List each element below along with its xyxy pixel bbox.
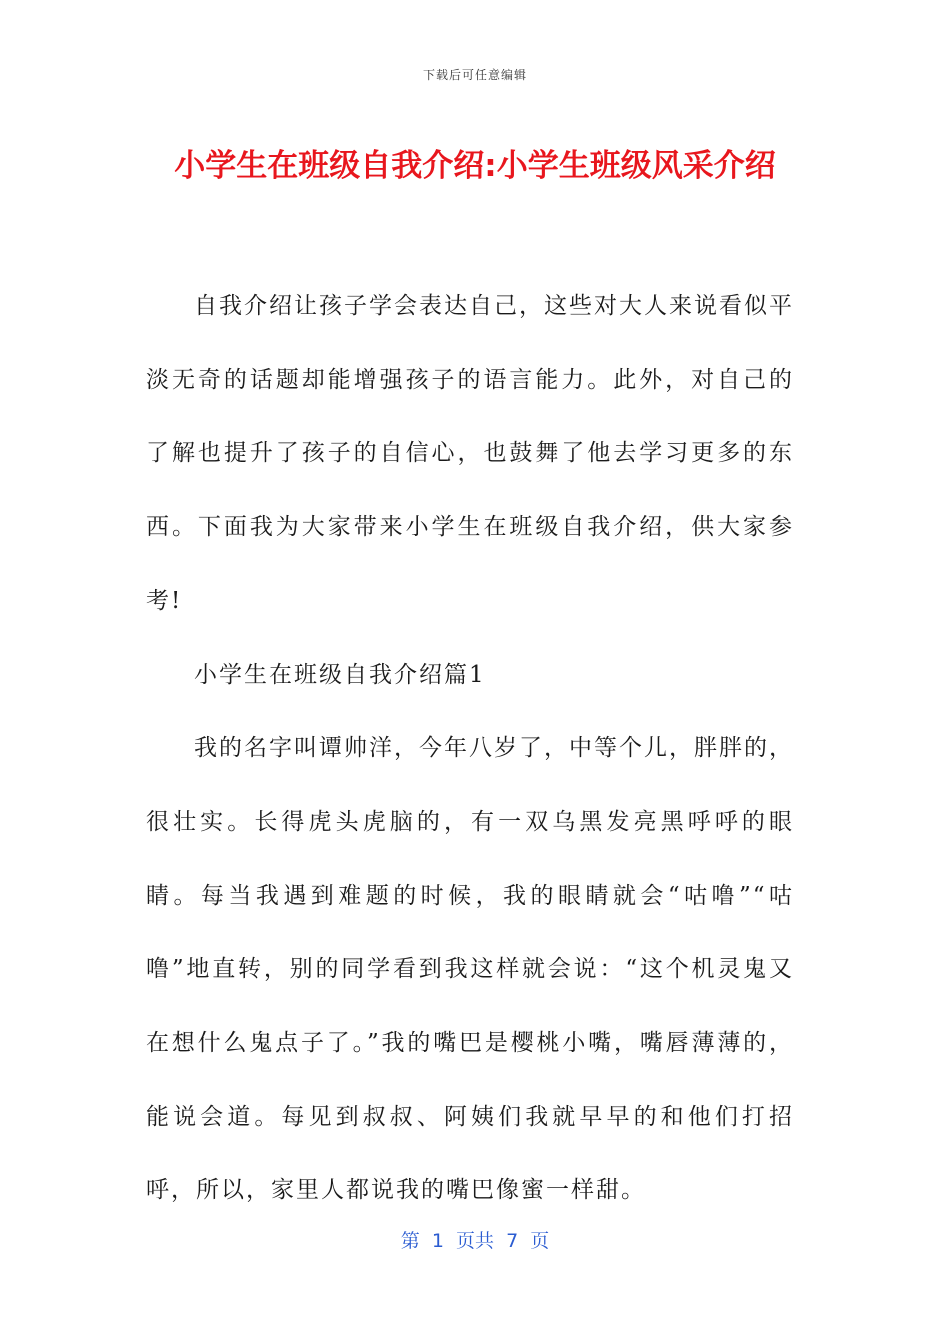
- header-note: 下载后可任意编辑: [422, 68, 527, 82]
- document-body: [146, 270, 794, 1228]
- section-heading: 小学生在班级自我介绍篇1: [194, 661, 486, 688]
- intro-paragraph: 自我介绍让孩子学会表达自己，这些对大人来说看似平淡无奇的话题却能增强孩子的语言能力。此外，对自己的了解也提升了孩子的自信心，也鼓舞了他去学习更多的东西。下面我为大家带来小学生在班级自我介绍，供大家参考!: [146, 293, 794, 614]
- body-paragraph: 我的名字叫谭帅洋，今年八岁了，中等个儿，胖胖的，很壮实。长得虎头虎脑的，有一双乌黑发亮黑呼呼的眼睛。每当我遇到难题的时候，我的眼睛就会“咕噜”“咕噜”地直转，别的同学看到我这样就会说：“这个机灵鬼又在想什么鬼点子了。”我的嘴巴是樱桃小嘴，嘴唇薄薄的，能说会道。每见到叔叔、阿姨们我就早早的和他们打招呼，所以，家里人都说我的嘴巴像蜜一样甜。: [146, 735, 794, 1204]
- document-title: 小学生在班级自我介绍:小学生班级风采介绍: [174, 148, 776, 184]
- page-number: 第 1 页共 7 页: [400, 1230, 550, 1252]
